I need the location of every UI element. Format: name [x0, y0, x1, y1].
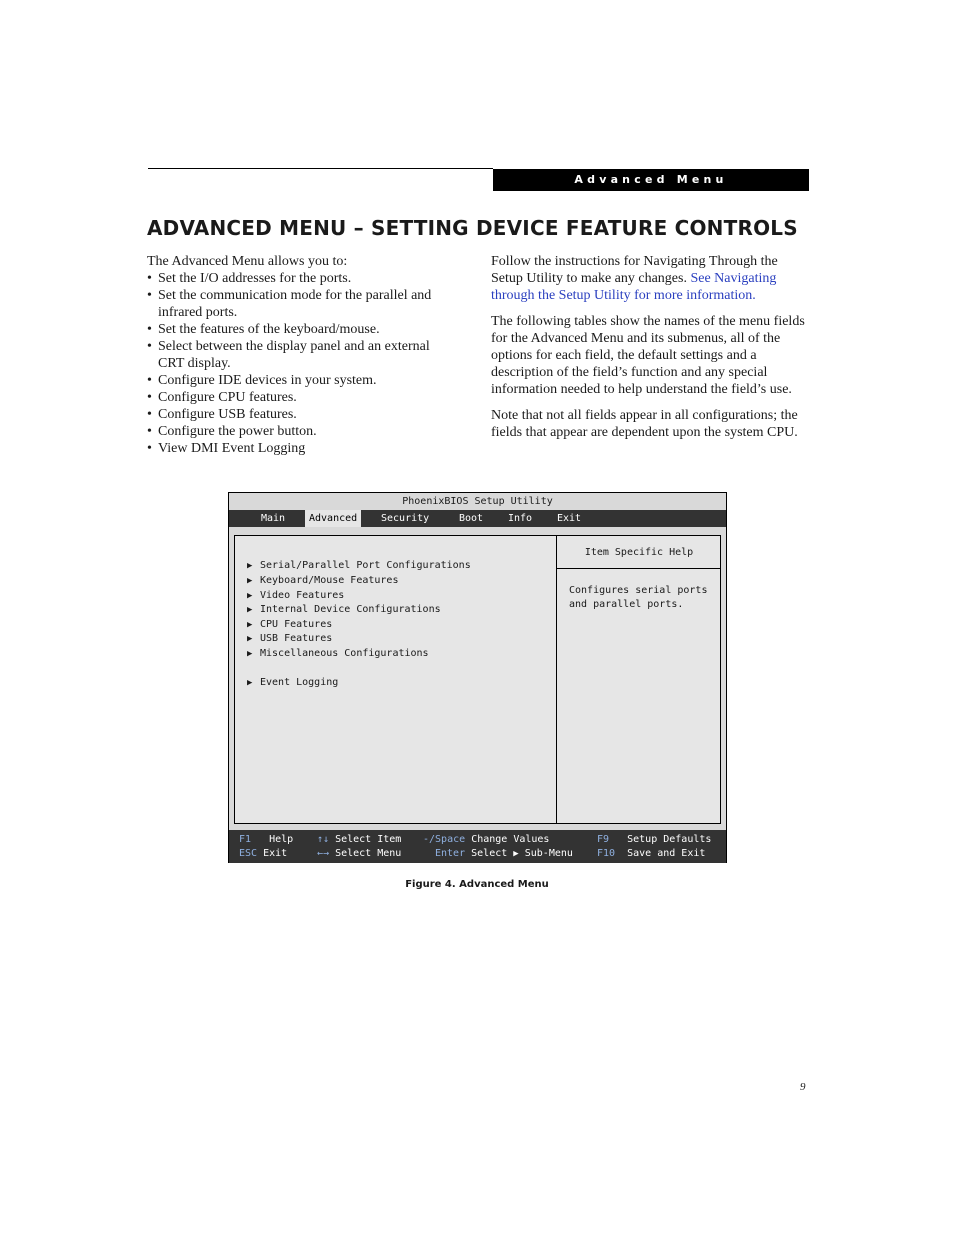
bios-item[interactable]: ▶ Event Logging [247, 677, 339, 688]
list-item: • Set the features of the keyboard/mouse. [147, 321, 447, 338]
bios-key-legend [229, 830, 726, 863]
paragraph: Note that not all fields appear in all configurations; the fields that appear are dependent upon the system CPU. [491, 408, 798, 440]
bios-item[interactable]: ▶ USB Features [247, 633, 333, 644]
triangle-right-icon: ▶ [247, 634, 253, 644]
triangle-right-icon: ▶ [247, 591, 253, 601]
bios-main-panel [234, 535, 721, 824]
page-title: ADVANCED MENU – SETTING DEVICE FEATURE CONTROLS [147, 216, 798, 240]
header-rule [148, 168, 493, 169]
menu-main[interactable]: Main [261, 513, 286, 524]
triangle-right-icon: ▶ [247, 576, 253, 586]
key-space: -/Space Change Values [423, 834, 550, 845]
menu-boot[interactable]: Boot [459, 513, 484, 524]
help-panel-title: Item Specific Help [557, 536, 721, 569]
list-item: • Set the I/O addresses for the ports. [147, 270, 447, 287]
help-text: Configures serial ports and parallel ports. [569, 585, 708, 610]
key-f10: F10 Save and Exit [597, 848, 706, 859]
bios-screenshot [228, 492, 727, 863]
menu-exit[interactable]: Exit [557, 513, 582, 524]
bios-item[interactable]: ▶ Miscellaneous Configurations [247, 648, 429, 659]
key-esc: ESC Exit [239, 848, 288, 859]
bios-title: PhoenixBIOS Setup Utility [402, 496, 553, 507]
triangle-right-icon: ▶ [247, 649, 253, 659]
menu-security[interactable]: Security [381, 513, 430, 524]
key-enter: Enter Select ▶ Sub-Menu [435, 848, 573, 859]
menu-advanced[interactable]: Advanced [305, 510, 361, 527]
page-number: 9 [800, 1081, 806, 1093]
bios-item[interactable]: ▶ Keyboard/Mouse Features [247, 575, 399, 586]
bios-item[interactable]: ▶ Video Features [247, 590, 345, 601]
menu-info[interactable]: Info [508, 513, 533, 524]
list-item: • Configure CPU features. [147, 389, 447, 406]
bios-item-list [235, 536, 557, 823]
intro-text: The Advanced Menu allows you to: [147, 254, 348, 269]
key-left-right: ←→ Select Menu [317, 848, 402, 859]
key-f1: F1 Help [239, 834, 294, 845]
triangle-right-icon: ▶ [247, 620, 253, 630]
bios-item[interactable]: ▶ Serial/Parallel Port Configurations [247, 560, 471, 571]
right-column [491, 253, 809, 450]
section-header-tab: Advanced Menu [493, 169, 809, 191]
triangle-right-icon: ▶ [247, 605, 253, 615]
feature-list [147, 270, 447, 457]
list-item: • Configure USB features. [147, 406, 447, 423]
figure-caption: Figure 4. Advanced Menu [405, 879, 549, 890]
paragraph [491, 253, 809, 304]
key-up-down: ↑↓ Select Item [317, 834, 402, 845]
triangle-right-icon: ▶ [247, 561, 253, 571]
navigation-link[interactable]: See Navigating through the Setup Utility for more information. [491, 271, 777, 303]
instructions-text: Follow the instructions for Navigating Through the Setup Utility to make any changes. [491, 254, 778, 286]
triangle-right-icon: ▶ [247, 678, 253, 688]
list-item: • Configure IDE devices in your system. [147, 372, 447, 389]
list-item: • Set the communication mode for the parallel and infrared ports. [147, 287, 447, 321]
bios-item[interactable]: ▶ Internal Device Configurations [247, 604, 441, 615]
key-f9: F9 Setup Defaults [597, 834, 712, 845]
list-item: • Configure the power button. [147, 423, 447, 440]
left-column [147, 253, 447, 457]
paragraph: The following tables show the names of the menu fields for the Advanced Menu and its submenus, all of the options for each field, the default settings and a description of the field’s function and any special information needed to help understand the field’s use. [491, 314, 805, 397]
list-item: • View DMI Event Logging [147, 440, 447, 457]
bios-menu-bar [229, 510, 726, 527]
list-item: • Select between the display panel and an external CRT display. [147, 338, 447, 372]
bios-item[interactable]: ▶ CPU Features [247, 619, 333, 630]
triangle-right-icon: ▶ [513, 849, 519, 859]
